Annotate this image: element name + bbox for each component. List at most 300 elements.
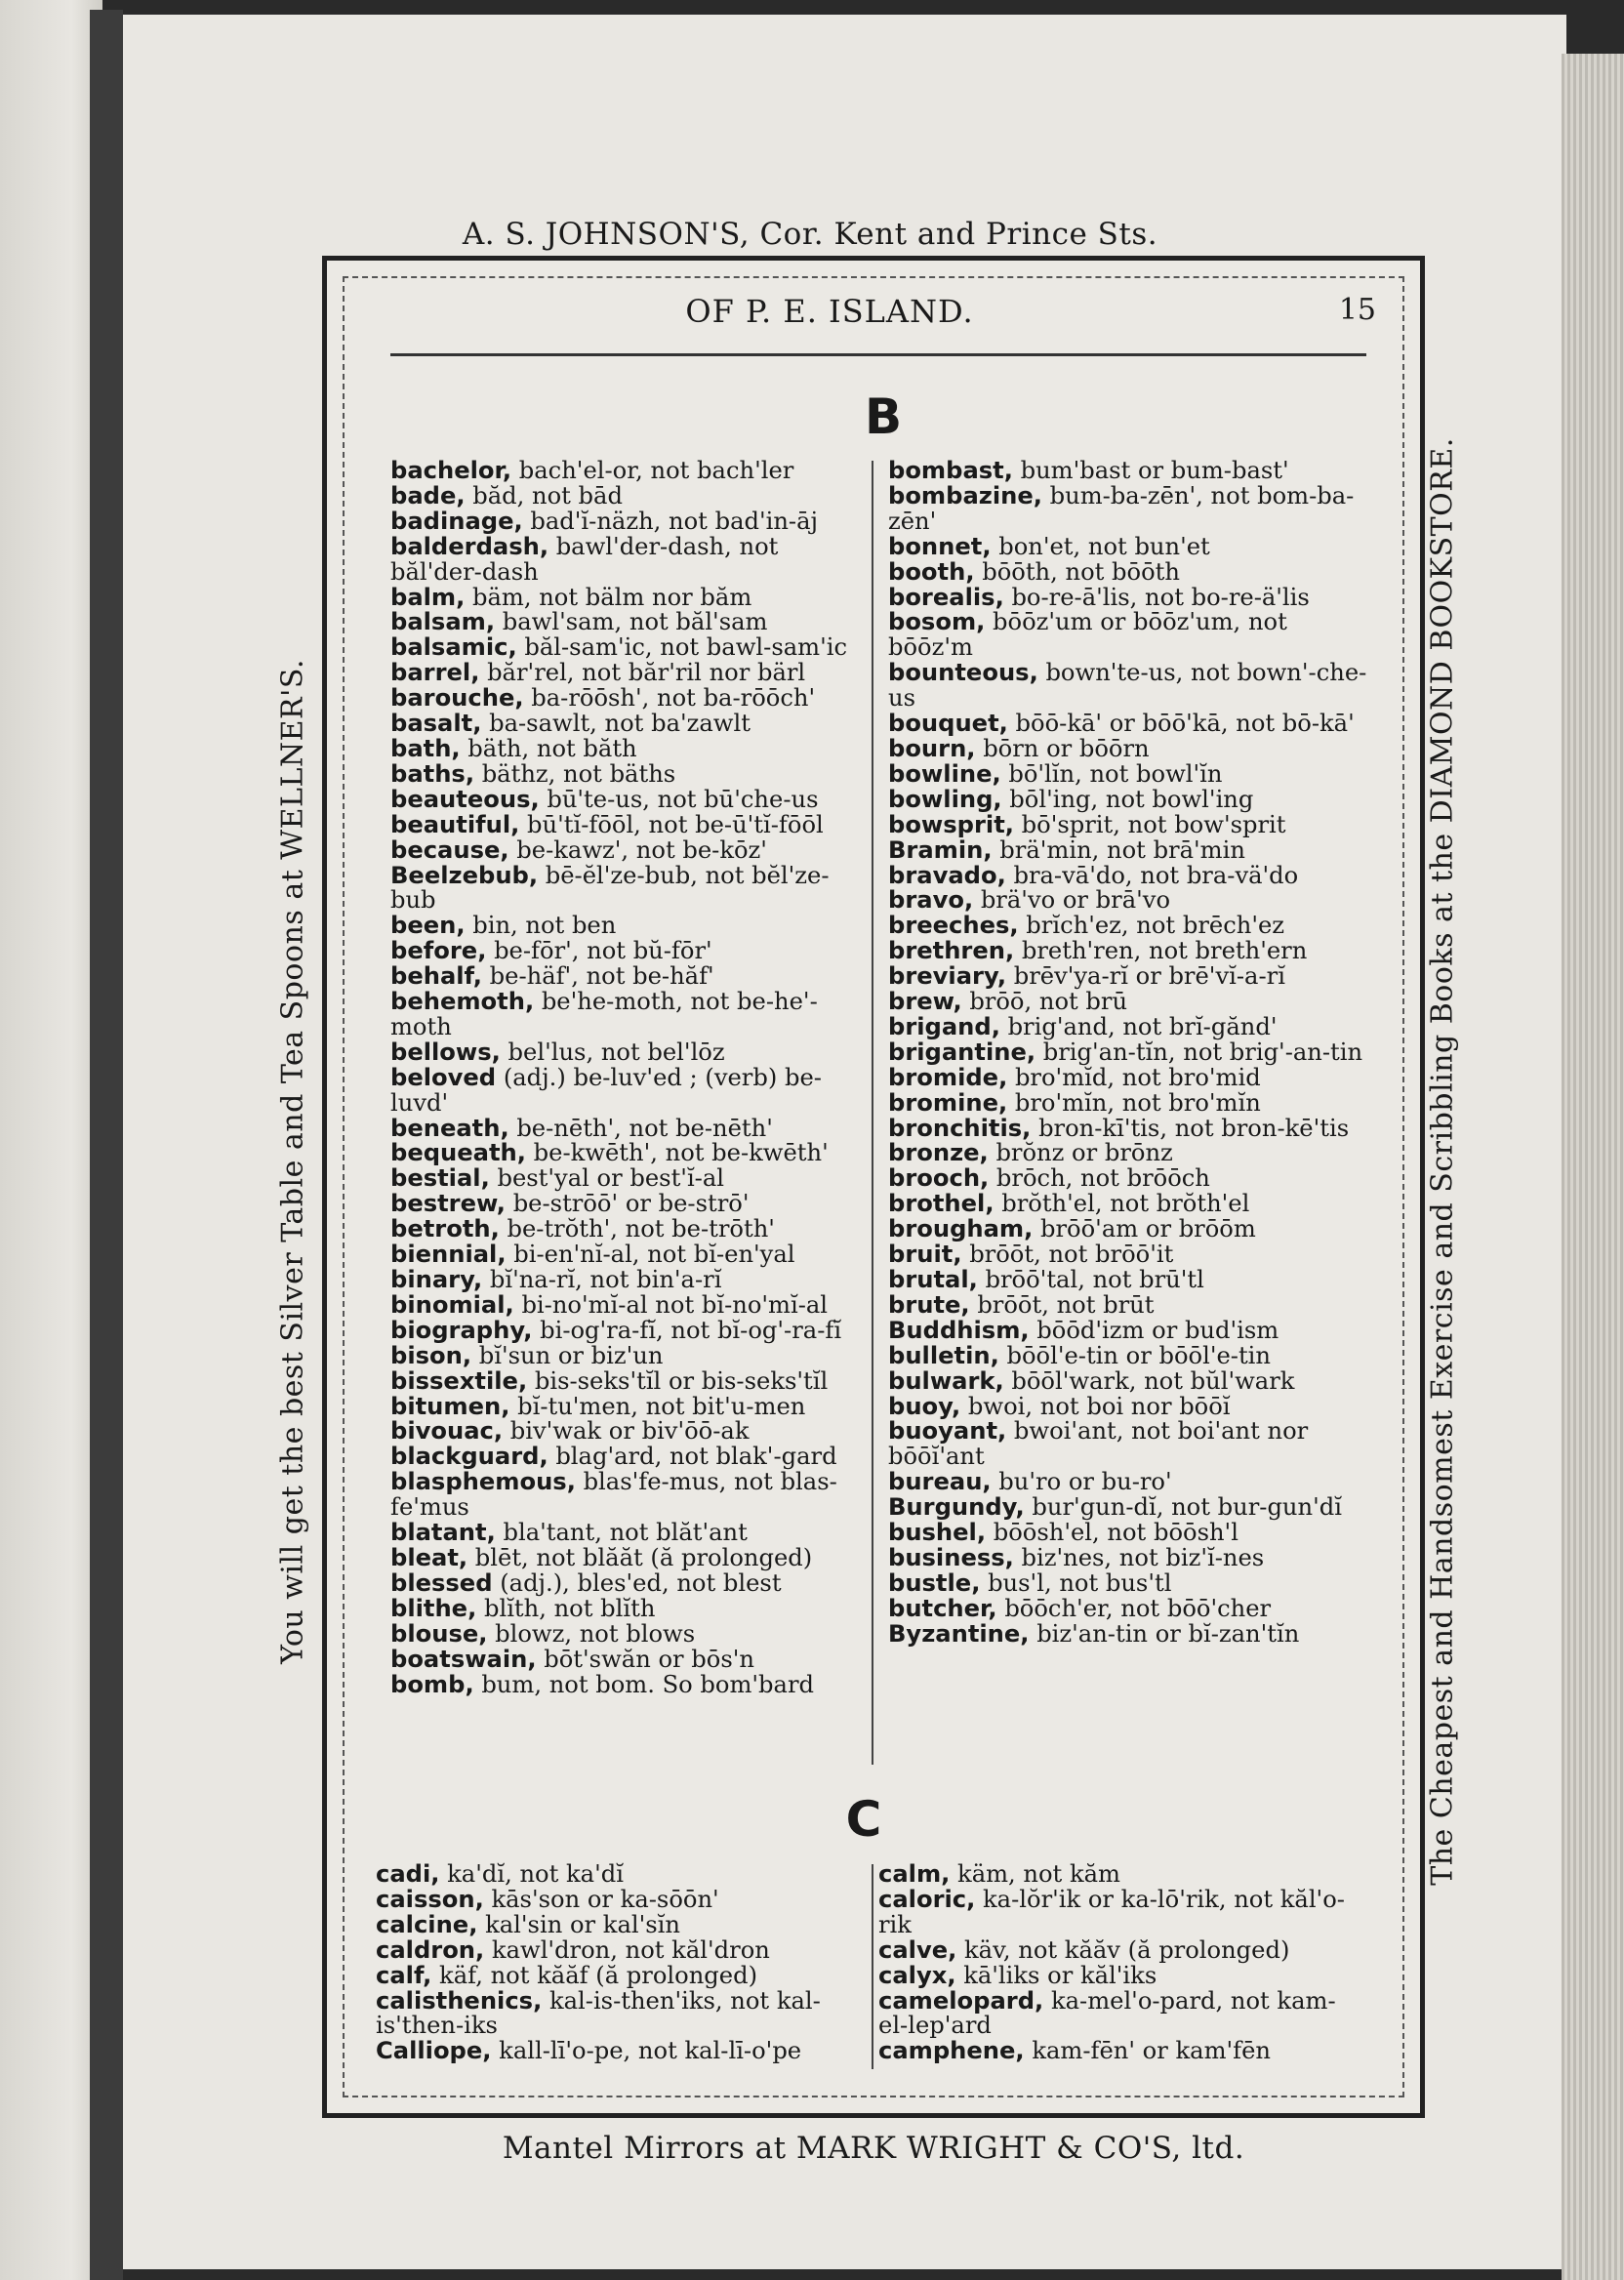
dictionary-entry bbox=[888, 759, 1371, 788]
dictionary-entry bbox=[888, 964, 1371, 990]
pronunciation: bōō-kā' or bōō'kā, not bō-kā' bbox=[1007, 710, 1355, 738]
headword: bellows, bbox=[390, 1038, 501, 1066]
headword: bestial, bbox=[390, 1164, 490, 1193]
dictionary-entry bbox=[390, 1419, 873, 1445]
dictionary-entry bbox=[888, 1341, 1371, 1369]
headword: butcher, bbox=[888, 1594, 997, 1622]
headword: caisson, bbox=[376, 1885, 484, 1913]
page-number: 15 bbox=[1338, 293, 1376, 327]
dictionary-entry bbox=[888, 532, 1371, 560]
dictionary-entry bbox=[888, 661, 1371, 712]
headword: balsam, bbox=[390, 608, 496, 636]
dictionary-entry bbox=[390, 1242, 873, 1268]
dictionary-entry bbox=[888, 557, 1371, 586]
dictionary-entry bbox=[888, 1217, 1371, 1242]
pronunciation: bĭ'na-rĭ, not bin'a-rĭ bbox=[482, 1266, 722, 1293]
pronunciation: brēv'ya-rĭ or brē'vĭ-a-rĭ bbox=[1006, 962, 1285, 991]
dictionary-entry bbox=[888, 1495, 1371, 1521]
pronunciation: best'yal or best'ĭ-al bbox=[489, 1164, 725, 1193]
dictionary-entry bbox=[390, 1290, 873, 1319]
dictionary-entry bbox=[888, 1141, 1371, 1166]
headword: bulletin, bbox=[888, 1341, 999, 1369]
pronunciation: be-strōō' or be-strō' bbox=[506, 1190, 750, 1218]
headword: bruit, bbox=[888, 1241, 962, 1269]
dictionary-entry bbox=[888, 1063, 1371, 1091]
headword: baths, bbox=[390, 759, 475, 788]
dictionary-entry bbox=[390, 1594, 873, 1622]
pronunciation: bē-ĕl'ze-bub, not bĕl'ze-bub bbox=[390, 861, 830, 915]
pronunciation: bō'sprit, not bow'sprit bbox=[1013, 810, 1286, 838]
headword: calve, bbox=[878, 1935, 957, 1964]
dictionary-entry bbox=[390, 635, 873, 661]
headword: Byzantine, bbox=[888, 1619, 1030, 1648]
headword: been, bbox=[390, 912, 466, 940]
headword: binary, bbox=[390, 1266, 483, 1293]
headword: brougham, bbox=[888, 1215, 1034, 1243]
pronunciation: be'he-moth, not be-he'-moth bbox=[390, 988, 818, 1040]
pronunciation: brĭch'ez, not brēch'ez bbox=[1018, 912, 1285, 940]
pronunciation: brŏth'el, not brŏth'el bbox=[994, 1190, 1250, 1218]
pronunciation: bōl'ing, not bowl'ing bbox=[1001, 785, 1254, 813]
dictionary-entry bbox=[888, 459, 1371, 484]
pronunciation: käm, not kăm bbox=[950, 1860, 1120, 1888]
headword: balsamic, bbox=[390, 633, 517, 662]
headword: bissextile, bbox=[390, 1366, 528, 1395]
dictionary-entry bbox=[376, 1862, 864, 1888]
pronunciation: bōt'swăn or bōs'n bbox=[536, 1645, 754, 1673]
headword: blatant, bbox=[390, 1519, 496, 1547]
pronunciation: bron-kī'tis, not bron-kē'tis bbox=[1031, 1114, 1350, 1142]
dictionary-entry bbox=[376, 1910, 864, 1938]
headword: booth, bbox=[888, 557, 975, 586]
column-divider-b bbox=[872, 461, 873, 1765]
headword: bromine, bbox=[888, 1088, 1008, 1117]
pronunciation: ka-lŏr'ik or ka-lō'rik, not kăl'o-rik bbox=[878, 1885, 1345, 1938]
dictionary-entry bbox=[888, 990, 1371, 1015]
dictionary-entry bbox=[888, 1366, 1371, 1395]
pronunciation: bi-en'nĭ-al, not bĭ-en'yal bbox=[506, 1241, 795, 1269]
headword: buoyant, bbox=[888, 1417, 1007, 1445]
pronunciation: bōōl'e-tin or bōōl'e-tin bbox=[998, 1341, 1271, 1369]
pronunciation: băr'rel, not băr'ril nor bärl bbox=[479, 659, 806, 687]
pronunciation: blas'fe-mus, not blas-fe'mus bbox=[390, 1468, 837, 1522]
book-spine bbox=[90, 10, 123, 2280]
headword: Calliope, bbox=[376, 2037, 492, 2065]
dictionary-entry bbox=[888, 1040, 1371, 1066]
headword: bronze, bbox=[888, 1139, 989, 1167]
headword: basalt, bbox=[390, 710, 482, 738]
dictionary-entry bbox=[390, 509, 873, 535]
headword: before, bbox=[390, 937, 487, 965]
headword: bounteous, bbox=[888, 659, 1038, 687]
dictionary-entry bbox=[878, 1961, 1357, 1989]
pronunciation: bin, not ben bbox=[465, 912, 617, 940]
dictionary-entry bbox=[390, 459, 873, 484]
dictionary-entry bbox=[390, 1063, 873, 1117]
headword: blouse, bbox=[390, 1619, 488, 1648]
pronunciation: brōōt, not brūt bbox=[969, 1290, 1155, 1319]
dictionary-entry bbox=[888, 835, 1371, 864]
headword: bivouac, bbox=[390, 1417, 504, 1445]
pronunciation: bĭ-tu'men, not bit'u-men bbox=[509, 1392, 806, 1420]
dictionary-entry bbox=[888, 888, 1371, 914]
dictionary-entry bbox=[390, 712, 873, 737]
dictionary-entry bbox=[390, 785, 873, 813]
headword: beauteous, bbox=[390, 785, 540, 813]
headword: biography, bbox=[390, 1316, 533, 1344]
dictionary-entry bbox=[390, 1114, 873, 1142]
dictionary-entry bbox=[390, 1619, 873, 1648]
dictionary-entry bbox=[390, 1645, 873, 1673]
dictionary-entry bbox=[390, 1470, 873, 1521]
headword: bowsprit, bbox=[888, 810, 1014, 838]
pronunciation: be-kawz', not be-kōz' bbox=[508, 835, 767, 864]
pronunciation: băd, not bād bbox=[465, 481, 623, 509]
side-advert-right: The Cheapest and Handsomest Exercise and Scribbling Books at the DIAMOND BOOKSTORE. bbox=[1425, 437, 1460, 1886]
headword: bustle, bbox=[888, 1568, 981, 1597]
dictionary-entry bbox=[390, 990, 873, 1040]
pronunciation: brig'an-tĭn, not brig'-an-tin bbox=[1035, 1038, 1363, 1066]
headword: behalf, bbox=[390, 962, 482, 991]
pronunciation: bi-no'mĭ-al not bĭ-no'mĭ-al bbox=[513, 1290, 829, 1319]
headword: betroth, bbox=[390, 1215, 500, 1243]
dictionary-entry bbox=[878, 1862, 1357, 1888]
headword: bleat, bbox=[390, 1543, 468, 1571]
headword: bouquet, bbox=[888, 710, 1008, 738]
headword: biennial, bbox=[390, 1241, 507, 1269]
headword: camelopard, bbox=[878, 1986, 1044, 2015]
column-divider-c bbox=[872, 1864, 873, 2069]
headword: brew, bbox=[888, 988, 962, 1016]
pronunciation: blēt, not blăăt (ă prolonged) bbox=[467, 1543, 813, 1571]
dictionary-entry bbox=[390, 964, 873, 990]
pronunciation: bwoi'ant, not boi'ant nor bōōĭ'ant bbox=[888, 1417, 1309, 1471]
dictionary-entry bbox=[390, 861, 873, 915]
pronunciation: bum'bast or bum-bast' bbox=[1012, 457, 1289, 484]
pronunciation: bum-ba-zēn', not bom-ba-zēn' bbox=[888, 481, 1355, 535]
headword: bonnet, bbox=[888, 532, 992, 560]
pronunciation: brōō'am or brōōm bbox=[1033, 1215, 1256, 1243]
dictionary-entry bbox=[888, 1521, 1371, 1546]
dictionary-entry bbox=[888, 610, 1371, 661]
pronunciation: ba-rōōsh', not ba-rōōch' bbox=[523, 684, 816, 712]
headword: bravado, bbox=[888, 861, 1006, 889]
pronunciation: biv'wak or biv'ōō-ak bbox=[503, 1417, 750, 1445]
dictionary-entry bbox=[888, 1470, 1371, 1495]
dictionary-entry bbox=[376, 2039, 864, 2064]
pronunciation: bus'l, not bus'tl bbox=[980, 1568, 1172, 1597]
dictionary-entry bbox=[390, 1316, 873, 1344]
dictionary-entry bbox=[888, 1543, 1371, 1571]
pronunciation: be-kwēth', not be-kwēth' bbox=[525, 1139, 829, 1167]
side-advert-left: You will get the best Silver Table and Tea Spoons at WELLNER'S. bbox=[275, 659, 310, 1664]
headword: blasphemous, bbox=[390, 1468, 576, 1496]
pronunciation: kal-is-then'iks, not kal-is'then-iks bbox=[376, 1986, 821, 2040]
dictionary-entry bbox=[390, 686, 873, 712]
headword: bureau, bbox=[888, 1468, 992, 1496]
dictionary-entry bbox=[888, 1166, 1371, 1192]
headword: bosom, bbox=[888, 608, 986, 636]
pronunciation: bis-seks'tĭl or bis-seks'tĭl bbox=[527, 1366, 829, 1395]
pronunciation: bū'te-us, not bū'che-us bbox=[539, 785, 819, 813]
headword: brethren, bbox=[888, 937, 1015, 965]
pronunciation: kawl'dron, not kăl'dron bbox=[484, 1935, 770, 1964]
dictionary-entry bbox=[888, 1012, 1371, 1040]
headword: caloric, bbox=[878, 1885, 976, 1913]
headword: bomb, bbox=[390, 1670, 474, 1698]
headword: blessed bbox=[390, 1568, 493, 1597]
pronunciation: käv, not kăăv (ă prolonged) bbox=[956, 1935, 1290, 1964]
headword: behemoth, bbox=[390, 988, 535, 1016]
headword: calcine, bbox=[376, 1910, 478, 1938]
dictionary-entry bbox=[390, 1141, 873, 1166]
headword: boatswain, bbox=[390, 1645, 537, 1673]
dictionary-entry bbox=[390, 532, 873, 586]
headword: calisthenics, bbox=[376, 1986, 543, 2015]
dictionary-entry bbox=[390, 734, 873, 762]
dictionary-entry bbox=[390, 939, 873, 964]
pronunciation: (adj.) be-luv'ed ; (verb) be-luvd' bbox=[390, 1063, 822, 1117]
headword: bestrew, bbox=[390, 1190, 506, 1218]
pronunciation: kall-lī'o-pe, not kal-lī-o'pe bbox=[491, 2037, 802, 2065]
dictionary-entry bbox=[390, 835, 873, 864]
pronunciation: be-häf', not be-hăf' bbox=[481, 962, 714, 991]
section-c-right-column bbox=[878, 1862, 1357, 2064]
headword: bison, bbox=[390, 1341, 472, 1369]
headword: bequeath, bbox=[390, 1139, 526, 1167]
dictionary-entry bbox=[376, 1885, 864, 1913]
pronunciation: blĭth, not blĭth bbox=[476, 1594, 656, 1622]
headword: because, bbox=[390, 835, 509, 864]
headword: beautiful, bbox=[390, 810, 520, 838]
pronunciation: bawl'sam, not băl'sam bbox=[495, 608, 768, 636]
headword: bourn, bbox=[888, 734, 976, 762]
dictionary-entry bbox=[888, 1568, 1371, 1597]
dictionary-entry bbox=[888, 583, 1371, 611]
pronunciation: brä'vo or brā'vo bbox=[973, 886, 1171, 915]
headword: Bramin, bbox=[888, 835, 993, 864]
headword: balm, bbox=[390, 583, 466, 611]
pronunciation: bum, not bom. So bom'bard bbox=[473, 1670, 815, 1698]
headword: bath, bbox=[390, 734, 461, 762]
headword: bachelor, bbox=[390, 457, 512, 484]
pronunciation: bōōd'izm or bud'ism bbox=[1029, 1316, 1279, 1344]
pronunciation: bōōth, not bōōth bbox=[974, 557, 1180, 586]
dictionary-entry bbox=[390, 1341, 873, 1369]
headword: brigand, bbox=[888, 1012, 1000, 1040]
headword: bushel, bbox=[888, 1519, 987, 1547]
dictionary-entry bbox=[390, 661, 873, 686]
headword: breviary, bbox=[888, 962, 1007, 991]
headword: borealis, bbox=[888, 583, 1004, 611]
dictionary-entry bbox=[888, 1268, 1371, 1293]
page-title: OF P. E. ISLAND. bbox=[685, 293, 974, 330]
headword: brothel, bbox=[888, 1190, 995, 1218]
pronunciation: bawl'der-dash, not băl'der-dash bbox=[390, 532, 779, 586]
dictionary-entry bbox=[888, 861, 1371, 889]
dictionary-entry bbox=[390, 1670, 873, 1698]
dictionary-entry bbox=[888, 481, 1371, 535]
dictionary-entry bbox=[888, 939, 1371, 964]
dictionary-entry bbox=[888, 810, 1371, 838]
dictionary-entry bbox=[888, 785, 1371, 813]
dictionary-entry bbox=[376, 1935, 864, 1964]
dictionary-entry bbox=[390, 759, 873, 788]
pronunciation: ka'dĭ, not ka'dĭ bbox=[439, 1860, 624, 1888]
headword: bade, bbox=[390, 481, 466, 509]
dictionary-entry bbox=[390, 1392, 873, 1420]
dictionary-entry bbox=[390, 914, 873, 939]
pronunciation: bōōch'er, not bōō'cher bbox=[996, 1594, 1272, 1622]
header-rule bbox=[390, 353, 1366, 356]
pronunciation: bla'tant, not blăt'ant bbox=[495, 1519, 748, 1547]
pronunciation: brŏnz or brōnz bbox=[988, 1139, 1173, 1167]
pronunciation: (adj.), bles'ed, not blest bbox=[492, 1568, 782, 1597]
dictionary-entry bbox=[888, 1316, 1371, 1344]
headword: blackguard, bbox=[390, 1443, 548, 1471]
dictionary-entry bbox=[390, 1568, 873, 1597]
pronunciation: bōōl'wark, not bŭl'wark bbox=[1003, 1366, 1295, 1395]
pronunciation: blag'ard, not blak'-gard bbox=[548, 1443, 837, 1471]
pronunciation: breth'ren, not breth'ern bbox=[1014, 937, 1308, 965]
pronunciation: bäthz, not bäths bbox=[474, 759, 676, 788]
pronunciation: biz'an-tin or bĭ-zan'tĭn bbox=[1029, 1619, 1300, 1648]
headword: bulwark, bbox=[888, 1366, 1004, 1395]
headword: breeches, bbox=[888, 912, 1019, 940]
dictionary-entry bbox=[888, 1290, 1371, 1319]
dictionary-entry bbox=[888, 1594, 1371, 1622]
dictionary-entry bbox=[888, 914, 1371, 939]
dictionary-entry bbox=[390, 1521, 873, 1546]
headword: bowline, bbox=[888, 759, 1001, 788]
dictionary-entry bbox=[888, 1619, 1371, 1648]
dictionary-entry bbox=[390, 1217, 873, 1242]
headword: bitumen, bbox=[390, 1392, 510, 1420]
headword: balderdash, bbox=[390, 532, 549, 560]
dictionary-entry bbox=[390, 1268, 873, 1293]
pronunciation: bro'mĭn, not bro'mĭn bbox=[1007, 1088, 1261, 1117]
dictionary-entry bbox=[390, 481, 873, 509]
section-letter-c: C bbox=[845, 1791, 882, 1848]
dictionary-entry bbox=[390, 583, 873, 611]
headword: binomial, bbox=[390, 1290, 514, 1319]
pronunciation: be-nēth', not be-nēth' bbox=[508, 1114, 773, 1142]
pronunciation: brōō'tal, not brū'tl bbox=[977, 1266, 1204, 1293]
pronunciation: käf, not kăăf (ă prolonged) bbox=[431, 1961, 758, 1989]
pronunciation: bū'tĭ-fōōl, not be-ū'tĭ-fōōl bbox=[519, 810, 824, 838]
dictionary-entry bbox=[888, 1088, 1371, 1117]
pronunciation: be-trŏth', not be-trōth' bbox=[499, 1215, 775, 1243]
headword: bombazine, bbox=[888, 481, 1042, 509]
pronunciation: bĭ'sun or biz'un bbox=[471, 1341, 664, 1369]
pronunciation: bown'te-us, not bown'-che-us bbox=[888, 659, 1367, 712]
pronunciation: kā'liks or kăl'iks bbox=[955, 1961, 1157, 1989]
headword: brigantine, bbox=[888, 1038, 1036, 1066]
headword: brooch, bbox=[888, 1164, 990, 1193]
dictionary-entry bbox=[888, 1419, 1371, 1470]
pronunciation: bōōz'um or bōōz'um, not bōōz'm bbox=[888, 608, 1287, 662]
headword: calyx, bbox=[878, 1961, 956, 1989]
dictionary-entry bbox=[888, 734, 1371, 762]
headword: bravo, bbox=[888, 886, 974, 915]
pronunciation: brig'and, not brĭ-gănd' bbox=[999, 1012, 1278, 1040]
pronunciation: bōrn or bōōrn bbox=[975, 734, 1150, 762]
pronunciation: bo-re-ā'lis, not bo-re-ä'lis bbox=[1003, 583, 1310, 611]
headword: brutal, bbox=[888, 1266, 978, 1293]
pronunciation: brōōt, not brōō'it bbox=[961, 1241, 1174, 1269]
headword: business, bbox=[888, 1543, 1014, 1571]
headword: Burgundy, bbox=[888, 1493, 1025, 1522]
dictionary-entry bbox=[390, 610, 873, 635]
pronunciation: kal'sin or kal'sĭn bbox=[477, 1910, 680, 1938]
dictionary-entry bbox=[390, 1040, 873, 1066]
dictionary-entry bbox=[888, 1242, 1371, 1268]
pronunciation: brōch, not brōōch bbox=[989, 1164, 1210, 1193]
pronunciation: ba-sawlt, not ba'zawlt bbox=[481, 710, 751, 738]
pronunciation: bi-og'ra-fĭ, not bĭ-og'-ra-fĭ bbox=[532, 1316, 842, 1344]
headword: cadi, bbox=[376, 1860, 440, 1888]
pronunciation: băl-sam'ic, not bawl-sam'ic bbox=[516, 633, 848, 662]
headword: bombast, bbox=[888, 457, 1013, 484]
pronunciation: bäm, not bälm nor băm bbox=[465, 583, 752, 611]
headword: calf, bbox=[376, 1961, 432, 1989]
pronunciation: bwoi, not boi nor bōōĭ bbox=[960, 1392, 1231, 1420]
dictionary-entry bbox=[376, 1961, 864, 1989]
headword: blithe, bbox=[390, 1594, 477, 1622]
section-b-right-column bbox=[888, 459, 1371, 1648]
pronunciation: kās'son or ka-sōōn' bbox=[483, 1885, 719, 1913]
pronunciation: brōō, not brū bbox=[961, 988, 1128, 1016]
headword: bronchitis, bbox=[888, 1114, 1032, 1142]
headword: caldron, bbox=[376, 1935, 485, 1964]
section-letter-b: B bbox=[864, 388, 903, 445]
pronunciation: bō'lĭn, not bowl'ĭn bbox=[1000, 759, 1223, 788]
headword: bowling, bbox=[888, 785, 1002, 813]
dictionary-entry bbox=[376, 1986, 864, 2040]
pronunciation: bra-vā'do, not bra-vä'do bbox=[1005, 861, 1299, 889]
pronunciation: bon'et, not bun'et bbox=[991, 532, 1210, 560]
headword: barouche, bbox=[390, 684, 524, 712]
headword: badinage, bbox=[390, 507, 523, 535]
headword: calm, bbox=[878, 1860, 951, 1888]
dictionary-entry bbox=[390, 1366, 873, 1395]
dictionary-entry bbox=[878, 2039, 1357, 2064]
headword: barrel, bbox=[390, 659, 480, 687]
headword: beneath, bbox=[390, 1114, 509, 1142]
dictionary-entry bbox=[888, 1114, 1371, 1142]
headword: camphene, bbox=[878, 2037, 1025, 2065]
dictionary-entry bbox=[390, 1445, 873, 1470]
dictionary-entry bbox=[888, 1192, 1371, 1217]
headword: Buddhism, bbox=[888, 1316, 1030, 1344]
dictionary-entry bbox=[390, 1543, 873, 1571]
pronunciation: bōōsh'el, not bōōsh'l bbox=[986, 1519, 1238, 1547]
headword: brute, bbox=[888, 1290, 970, 1319]
pronunciation: bäth, not băth bbox=[460, 734, 637, 762]
footer-advert: Mantel Mirrors at MARK WRIGHT & CO'S, ltd. bbox=[502, 2131, 1245, 2166]
pronunciation: bel'lus, not bel'lōz bbox=[500, 1038, 725, 1066]
pronunciation: bach'el-or, not bach'ler bbox=[511, 457, 794, 484]
headword: buoy, bbox=[888, 1392, 961, 1420]
dictionary-entry bbox=[878, 1986, 1357, 2040]
headword: beloved bbox=[390, 1063, 497, 1091]
dictionary-entry bbox=[390, 1192, 873, 1217]
pronunciation: biz'nes, not biz'ĭ-nes bbox=[1013, 1543, 1265, 1571]
pronunciation: kam-fēn' or kam'fēn bbox=[1024, 2037, 1271, 2065]
pronunciation: blowz, not blows bbox=[487, 1619, 696, 1648]
facing-page-edge bbox=[0, 0, 102, 2280]
pronunciation: brä'min, not brā'min bbox=[992, 835, 1245, 864]
